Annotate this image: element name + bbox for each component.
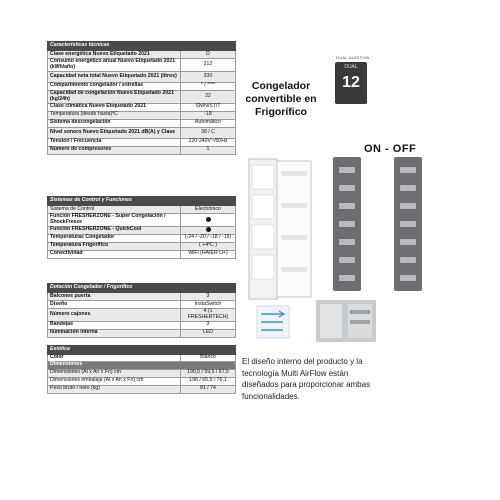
spec-label: Clase climática Nuevo Etiquetado 2021 [48, 103, 181, 111]
spec-row [48, 127, 236, 138]
spec-row [48, 59, 236, 72]
feature-dot-icon [206, 217, 211, 222]
control-panel-on-icon [333, 157, 361, 291]
interior-photo-icon [316, 300, 376, 342]
spec-label: Iluminación interna [48, 329, 181, 337]
section-header: Sistemas de Control y Funciones [48, 197, 236, 206]
spec-value: (-24 / -20 / -18 / -16) [181, 234, 236, 242]
spec-row [48, 138, 236, 146]
spec-row [48, 309, 236, 322]
spec-label: Diseño [48, 301, 181, 309]
spec-row [48, 146, 236, 154]
spec-row [48, 90, 236, 103]
spec-label: Peso bruto / neto (kg) [48, 385, 181, 393]
spec-row [48, 111, 236, 119]
spec-label: Tension / Frecuencia [48, 138, 181, 146]
spec-value: -18 [181, 111, 236, 119]
spec-label: Temperatura (desde hasta)ºC [48, 111, 181, 119]
spec-label: Función FRESHERZONE - QuickCool [48, 226, 181, 234]
equipment-rows [48, 293, 236, 338]
spec-value: Blanco [181, 355, 236, 362]
spec-value: WiFi (HAIER U+) [181, 250, 236, 258]
airflow-diagram-icon [249, 302, 297, 342]
section-header: Estética [48, 346, 236, 355]
spec-value: 220-240V~/50Hz [181, 138, 236, 146]
spec-label: Temperaturas Congelador [48, 234, 181, 242]
spec-value: 4 (1 FRESHERTECH) [181, 309, 236, 322]
spec-value: InstaSwitch [181, 301, 236, 309]
spec-label: Nivel sonoro Nuevo Etiquetado 2021 dB(A) y Clase [48, 127, 181, 138]
spec-value: 1 [181, 146, 236, 154]
spec-row [48, 103, 236, 111]
section-header: Dotación Congelador / Frigorífico [48, 284, 236, 293]
spec-value: 81 / 74 [181, 385, 236, 393]
spec-value: 198 / 65,9 / 76,1 [181, 377, 236, 385]
spec-label: Dimensiones embalaje (Al x An x Fn) cm [48, 377, 181, 385]
spec-label: Color [48, 355, 181, 362]
promo-title: Congelador convertible en Frigorífico [245, 80, 317, 119]
spec-label: Capacidad de congelación Nuevo Etiquetado 2021 (kg/24h) [48, 90, 181, 103]
spec-label: Temperatura Frigorífico [48, 242, 181, 250]
spec-row [48, 321, 236, 329]
spec-value: LED [181, 329, 236, 337]
specs-table-technical [47, 41, 236, 155]
specs-table-control [47, 196, 236, 259]
spec-value: 38 / C [181, 127, 236, 138]
spec-label: Clase energética Nuevo Etiquetado 2021 [48, 51, 181, 59]
on-off-label: ON - OFF [364, 143, 417, 155]
spec-row [48, 234, 236, 242]
spec-row [48, 214, 236, 227]
spec-value: 22 [181, 90, 236, 103]
dimensions-subheader: Dimensiones [48, 361, 236, 369]
spec-row [48, 226, 236, 234]
spec-label: Consumo energético anual Nuevo Etiquetado 2021 (kWh/año) [48, 59, 181, 72]
spec-value: Electrónico [181, 206, 236, 214]
spec-value: ( +4ºC ) [181, 242, 236, 250]
spec-label: Bandejas [48, 321, 181, 329]
spec-row [48, 242, 236, 250]
spec-label: Balcones puerta [48, 293, 181, 301]
spec-row [48, 71, 236, 82]
spec-value: 3 [181, 321, 236, 329]
feature-dot-icon [206, 227, 211, 232]
badge-number: 12 [342, 74, 360, 91]
spec-label: Dimensiones (Al x An x Fn) cm [48, 369, 181, 377]
spec-label: Número cajones [48, 309, 181, 322]
spec-row [48, 329, 236, 337]
specs-table-aesthetics [47, 345, 236, 394]
description-text: El diseño interno del producto y la tecnología Multi AirFlow están diseñados para proporcionar ambas funcionalidades. [242, 357, 371, 401]
spec-value: 330 [181, 71, 236, 82]
spec-label: Conectividad [48, 250, 181, 258]
control-panel-off-icon [394, 157, 422, 291]
specs-table-equipment [47, 283, 236, 338]
spec-row [48, 293, 236, 301]
spec-value [181, 214, 236, 227]
spec-label: Sistema de Control [48, 206, 181, 214]
badge-top-label: DUAL [344, 64, 358, 70]
spec-value: SN/N/ST/T [181, 103, 236, 111]
spec-value: D [181, 51, 236, 59]
spec-row [48, 250, 236, 258]
section-header: Características técnicas [48, 42, 236, 51]
spec-label: Sistema descongelación [48, 119, 181, 127]
spec-value: 212 [181, 59, 236, 72]
spec-row [48, 377, 236, 385]
control-rows [48, 206, 236, 259]
spec-value: Automático [181, 119, 236, 127]
badge-caption: DUAL AUDITIVA [336, 55, 370, 60]
spec-label: Función FRESHERZONE - Super Congelación / ShockFreeze [48, 214, 181, 227]
spec-row [48, 369, 236, 377]
spec-label: Compartimento congelador / estrellas [48, 82, 181, 90]
dimension-rows [48, 369, 236, 393]
spec-value: 190,5 / 59,5 / 67,5 [181, 369, 236, 377]
spec-value: 3 [181, 293, 236, 301]
spec-label: Número de compresores [48, 146, 181, 154]
spec-value [181, 226, 236, 234]
spec-value: * / **** [181, 82, 236, 90]
technical-rows [48, 51, 236, 155]
spec-row [48, 119, 236, 127]
spec-row [48, 385, 236, 393]
fridge-open-illustration [247, 157, 315, 302]
spec-label: Capacidad neta total Nuevo Etiquetado 2021 (litros) [48, 71, 181, 82]
